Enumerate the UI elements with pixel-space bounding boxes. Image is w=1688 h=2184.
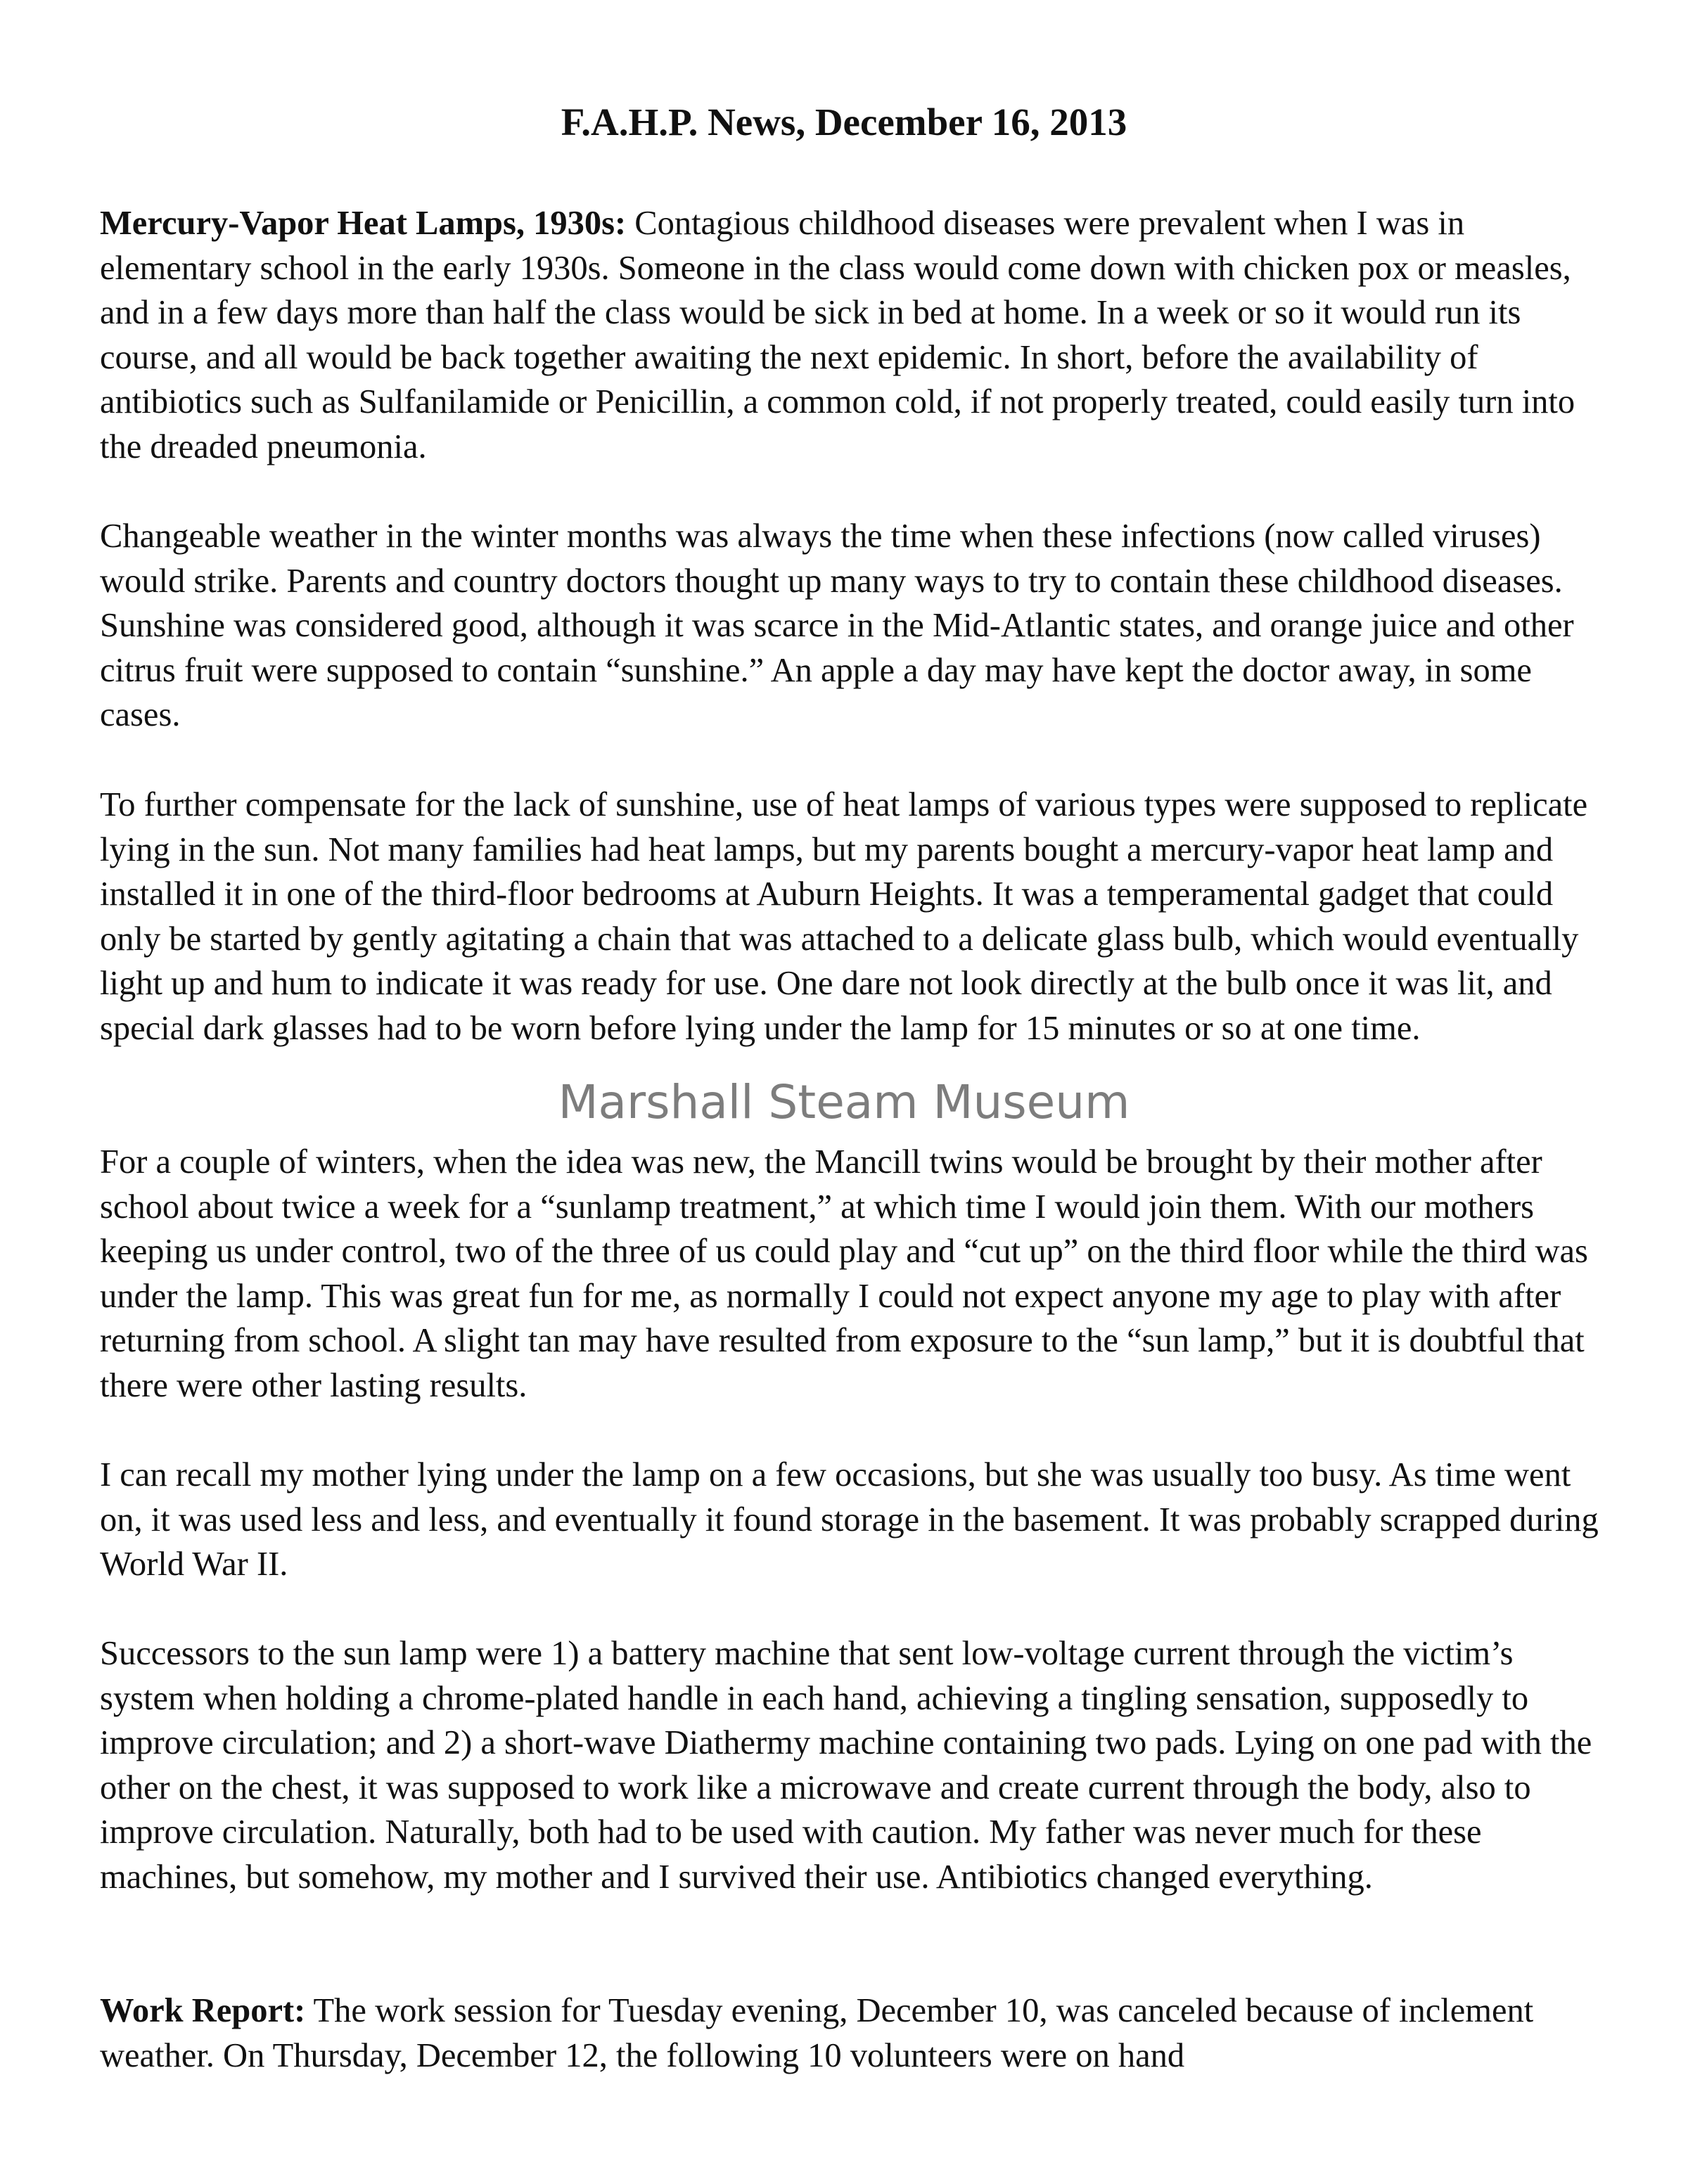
page-title: F.A.H.P. News, December 16, 2013 xyxy=(561,101,1127,143)
section-heading: Mercury-Vapor Heat Lamps, 1930s: xyxy=(100,205,627,242)
paragraph-mancill-twins xyxy=(100,1140,1605,1408)
paragraph-text: I can recall my mother lying under the lamp on a few occasions, but she was usually too busy. As time went on, it was used less and less, and eventually it found storage in the basement. It was probably scrapped during World War II. xyxy=(100,1456,1599,1583)
paragraph-work-report xyxy=(100,1989,1605,2078)
paragraph-mercury-vapor-heat-lamps xyxy=(100,201,1605,469)
paragraph-text: To further compensate for the lack of sunshine, use of heat lamps of various types were supposed to replicate lying in the sun. Not many families had heat lamps, but my parents bought a mercury-vapor heat lamp and installed it in one of the third-floor bedrooms at Auburn Heights. It was a temperamental gadget that could only be started by gently agitating a chain that was attached to a delicate glass bulb, which would eventually light up and hum to indicate it was ready for use. One dare not look directly at the bulb once it was lit, and special dark glasses had to be worn before lying under the lamp for 15 minutes or so at one time. xyxy=(100,786,1588,1047)
paragraph-changeable-weather xyxy=(100,514,1605,738)
watermark: Marshall Steam Museum xyxy=(558,1075,1130,1129)
paragraph-heat-lamps xyxy=(100,783,1605,1051)
paragraph-text: Changeable weather in the winter months was always the time when these infections (now called viruses) would strike. Parents and country doctors thought up many ways to try to contain these childhood diseases. Sunshine was considered good, although it was scarce in the Mid-Atlantic states, and orange juice and other citrus fruit were supposed to contain “sunshine.” An apple a day may have kept the doctor away, in some cases. xyxy=(100,518,1574,733)
paragraph-text: Contagious childhood diseases were prevalent when I was in elementary school in the early 1930s. Someone in the class would come down with chicken pox or measles, and in a few days more than half the class would be sick in bed at home. In a week or so it would run its course, and all would be back together awaiting the next epidemic. In short, before the availability of antibiotics such as Sulfanilamide or Penicillin, a common cold, if not properly treated, could easily turn into the dreaded pneumonia. xyxy=(100,205,1575,465)
paragraph-text: Successors to the sun lamp were 1) a battery machine that sent low-voltage current through the victim’s system when holding a chrome-plated handle in each hand, achieving a tingling sensation, supposedly to improve circulation; and 2) a short-wave Diathermy machine containing two pads. Lying on one pad with the other on the chest, it was supposed to work like a microwave and create current through the body, also to improve circulation. Naturally, both had to be used with caution. My father was never much for these machines, but somehow, my mother and I survived their use. Antibiotics changed everything. xyxy=(100,1635,1592,1896)
paragraph-text: For a couple of winters, when the idea was new, the Mancill twins would be brought by their mother after school about twice a week for a “sunlamp treatment,” at which time I would join them. With our mothers keeping us under control, two of the three of us could play and “cut up” on the third floor while the third was under the lamp. This was great fun for me, as normally I could not expect anyone my age to play with after returning from school. A slight tan may have resulted from exposure to the “sun lamp,” but it is doubtful that there were other lasting results. xyxy=(100,1143,1588,1404)
paragraph-successors xyxy=(100,1631,1605,1899)
paragraph-text: The work session for Tuesday evening, December 10, was canceled because of inclement weather. On Thursday, December 12, the following 10 volunteers were on hand xyxy=(100,1992,1534,2074)
paragraph-mother-lamp xyxy=(100,1453,1605,1587)
section-heading: Work Report: xyxy=(100,1992,306,2029)
